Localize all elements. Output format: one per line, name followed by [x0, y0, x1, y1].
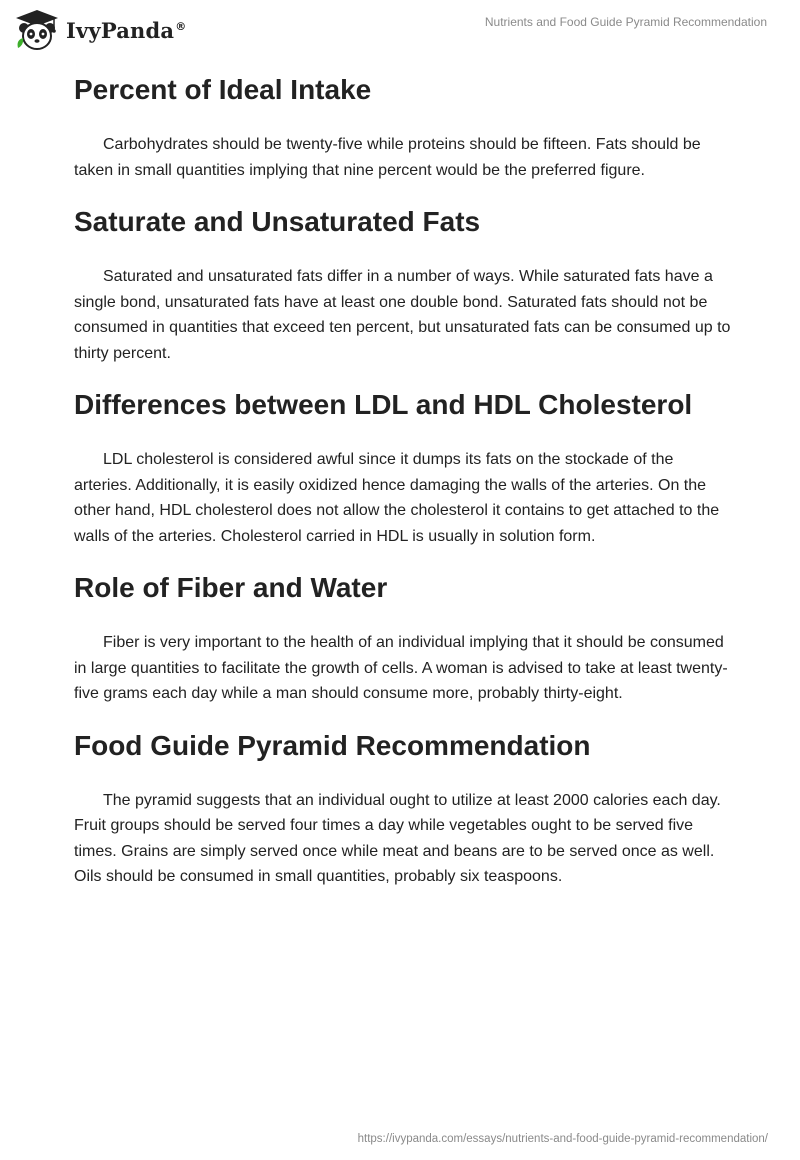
panda-graduation-cap-icon	[14, 8, 60, 52]
essay-content	[74, 70, 734, 909]
section-heading: Food Guide Pyramid Recommendation	[74, 729, 591, 761]
section-heading: Percent of Ideal Intake	[74, 74, 372, 105]
page-header	[0, 0, 800, 60]
document-title: Nutrients and Food Guide Pyramid Recommendation	[484, 15, 767, 29]
section-food-guide-pyramid	[74, 726, 734, 890]
section-heading: Role of Fiber and Water	[74, 572, 388, 603]
section-heading: Differences between LDL and HDL Cholesterol	[74, 389, 693, 420]
source-url-link[interactable]: https://ivypanda.com/essays/nutrients-and-food-guide-pyramid-recommendation/	[357, 1133, 768, 1145]
brand-name: IvyPanda®	[66, 17, 187, 43]
section-paragraph: LDL cholesterol is considered awful since it dumps its fats on the stockade of the arteries. Additionally, it is easily oxidized hence damaging the walls of the arteries. On the other hand, HDL cholesterol does not allow the cholesterol it contains to get attached to the walls of the arteries. Cholesterol carried in HDL is usually in solution form.	[74, 451, 720, 545]
section-paragraph: Fiber is very important to the health of an individual implying that it should be consumed in large quantities to facilitate the growth of cells. A woman is advised to take at least twenty-five grams each day while a man should consume more, probably thirty-eight.	[74, 634, 728, 702]
brand-logo[interactable]	[14, 8, 186, 52]
section-paragraph: The pyramid suggests that an individual ought to utilize at least 2000 calories each day. Fruit groups should be served four times a day while vegetables ought to be served five times. Grains are simply served once while meat and beans are to be served once as well. Oils should be consumed in small quantities, probably six teaspoons.	[74, 791, 721, 885]
section-ldl-hdl-cholesterol	[74, 385, 734, 549]
section-saturated-unsaturated-fats	[74, 202, 734, 366]
section-paragraph: Saturated and unsaturated fats differ in a number of ways. While saturated fats have a single bond, unsaturated fats have at least one double bond. Saturated fats should not be consumed in quantities that exceed ten percent, but unsaturated fats can be consumed up to thirty percent.	[74, 268, 731, 362]
section-paragraph: Carbohydrates should be twenty-five while proteins should be fifteen. Fats should be taken in small quantities implying that nine percent would be the preferred figure.	[74, 136, 701, 179]
registered-mark: ®	[175, 19, 187, 33]
section-percent-ideal-intake	[74, 70, 734, 183]
section-fiber-water	[74, 568, 734, 707]
section-heading: Saturate and Unsaturated Fats	[74, 206, 481, 237]
